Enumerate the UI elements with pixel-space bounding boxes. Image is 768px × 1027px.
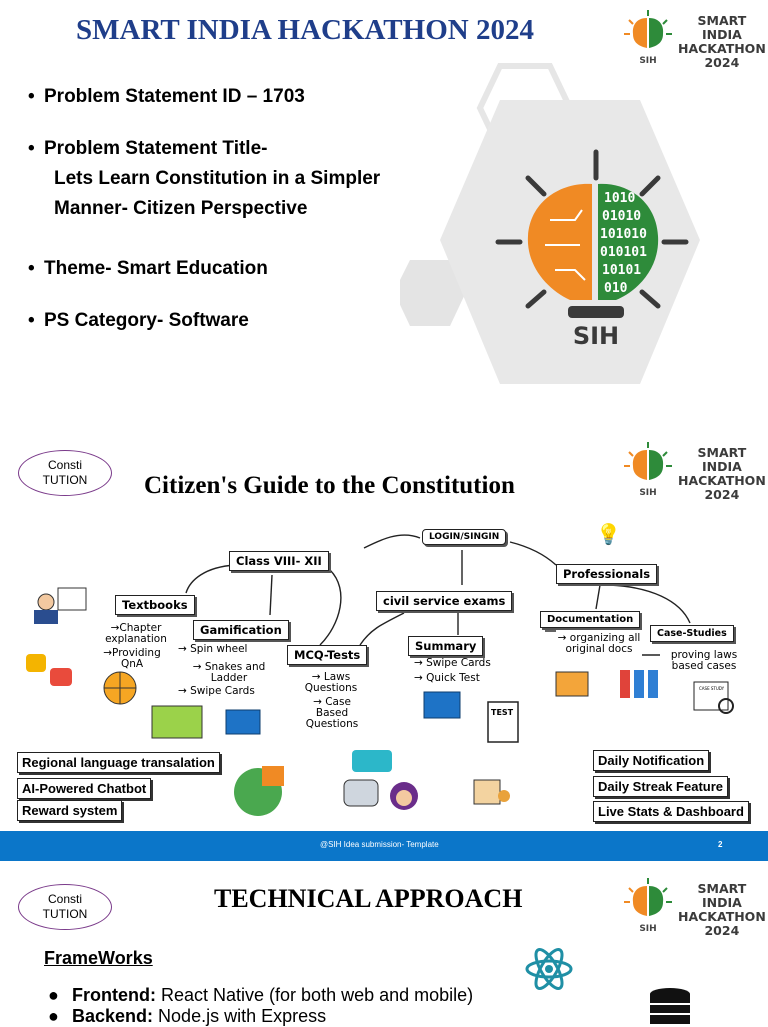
svg-text:101010: 101010: [600, 227, 647, 242]
svg-text:TEST: TEST: [491, 708, 514, 717]
spin-wheel-icon: [104, 672, 136, 704]
svg-text:10101: 10101: [602, 263, 642, 278]
slide-2-title: Citizen's Guide to the Constitution: [144, 472, 515, 499]
slide-title: SMART INDIA HACKATHON 2024: [76, 14, 534, 46]
note-proving: proving laws based cases: [670, 649, 738, 672]
bullet-ps-title: • Problem Statement Title-: [28, 138, 268, 159]
svg-text:010: 010: [604, 281, 628, 296]
woman-avatar-icon: [390, 782, 418, 810]
gamification-box: Gamification: [193, 620, 289, 640]
swipe-cards-icon: [226, 710, 260, 734]
svg-text:01010: 01010: [602, 209, 642, 224]
note-quick-test: → Quick Test: [414, 672, 480, 684]
feature-ai-chatbot: AI-Powered Chatbot: [17, 778, 151, 799]
constitution-badge: Consti TUTION: [18, 450, 112, 496]
logo-text: SMART INDIA HACKATHON 2024: [678, 881, 766, 938]
svg-text:010101: 010101: [600, 245, 647, 260]
tech-item-frontend: ● Frontend: React Native (for both web and mobile): [48, 985, 474, 1005]
brain-bulb-illustration: [400, 60, 760, 400]
note-qna: →Providing QnA: [103, 647, 161, 670]
summary-box: Summary: [408, 636, 483, 656]
svg-text:SIH: SIH: [639, 56, 657, 66]
svg-text:SIH: SIH: [639, 924, 657, 934]
documentation-box: Documentation: [540, 611, 640, 628]
textbooks-box: Textbooks: [115, 595, 195, 615]
binders-icon: [620, 670, 658, 698]
svg-text:1010: 1010: [604, 191, 636, 206]
feature-regional-translation: Regional language transalation: [17, 752, 220, 773]
constitution-badge-2: Consti TUTION: [18, 884, 112, 930]
sih-logo-2: [620, 440, 766, 502]
sih-logo: [620, 8, 766, 70]
ps-title-line-1: Lets Learn Constitution in a Simpler: [54, 168, 381, 189]
feature-daily-notification: Daily Notification: [593, 750, 709, 771]
feature-reward-system: Reward system: [17, 800, 122, 821]
note-organizing: → organizing all original docs: [557, 632, 641, 655]
bullet-ps-id: • Problem Statement ID – 1703: [28, 86, 305, 107]
note-laws: → Laws Questions: [304, 671, 358, 694]
svg-text:CASE STUDY: CASE STUDY: [699, 686, 725, 691]
feature-live-stats: Live Stats & Dashboard: [593, 801, 749, 822]
react-icon: [524, 944, 574, 994]
calendar-bell-icon: [474, 780, 510, 804]
case-studies-box: Case-Studies: [650, 625, 734, 642]
note-case-based: → Case Based Questions: [305, 696, 359, 730]
sih-logo-3: [620, 876, 766, 938]
page-number: 2: [718, 840, 723, 849]
note-chapter: →Chapter explanation: [105, 622, 167, 645]
bullet-category: • PS Category- Software: [28, 310, 249, 331]
note-swipe-2: → Swipe Cards: [414, 657, 491, 669]
logo-text: SMART INDIA HACKATHON 2024: [678, 445, 766, 502]
feature-daily-streak: Daily Streak Feature: [593, 776, 728, 797]
svg-text:SIH: SIH: [639, 488, 657, 498]
civil-service-box: civil service exams: [376, 591, 512, 611]
footer-text: @SIH Idea submission- Template: [320, 840, 439, 849]
frameworks-heading: FrameWorks: [44, 948, 153, 968]
professionals-box: Professionals: [556, 564, 657, 584]
translate-globe-icon: [234, 766, 284, 816]
class-box: Class VIII- XII: [229, 551, 329, 571]
test-paper-icon: [488, 702, 518, 742]
sih-logo-brain-icon: [620, 440, 676, 502]
logo-text: SMART INDIA HACKATHON 2024: [678, 13, 766, 70]
mcq-tests-box: MCQ-Tests: [287, 645, 367, 665]
database-icon: [648, 986, 708, 1024]
slide-1: [0, 0, 768, 420]
teacher-icon: [34, 588, 86, 624]
lightbulb-icon: 💡: [596, 524, 621, 546]
folder-icon: [556, 672, 588, 696]
qna-icon: [26, 654, 72, 686]
note-spin: → Spin wheel: [178, 643, 248, 655]
slide-footer: [0, 831, 768, 861]
svg-text:SIH: SIH: [572, 322, 620, 350]
slide-3-title: TECHNICAL APPROACH: [214, 884, 523, 913]
swipe-cards-icon-2: [424, 692, 460, 718]
bullet-theme: • Theme- Smart Education: [28, 258, 268, 279]
sih-logo-brain-icon: [620, 876, 676, 938]
note-swipe-1: → Swipe Cards: [178, 685, 255, 697]
chatbot-icon: [344, 750, 392, 806]
ps-title-line-2: Manner- Citizen Perspective: [54, 198, 308, 219]
note-snakes: → Snakes and Ladder: [192, 661, 266, 684]
tech-item-backend: ● Backend: Node.js with Express: [48, 1006, 327, 1026]
case-study-icon: [694, 682, 733, 713]
snakes-ladder-icon: [152, 706, 202, 738]
login-box: LOGIN/SINGIN: [422, 529, 506, 545]
